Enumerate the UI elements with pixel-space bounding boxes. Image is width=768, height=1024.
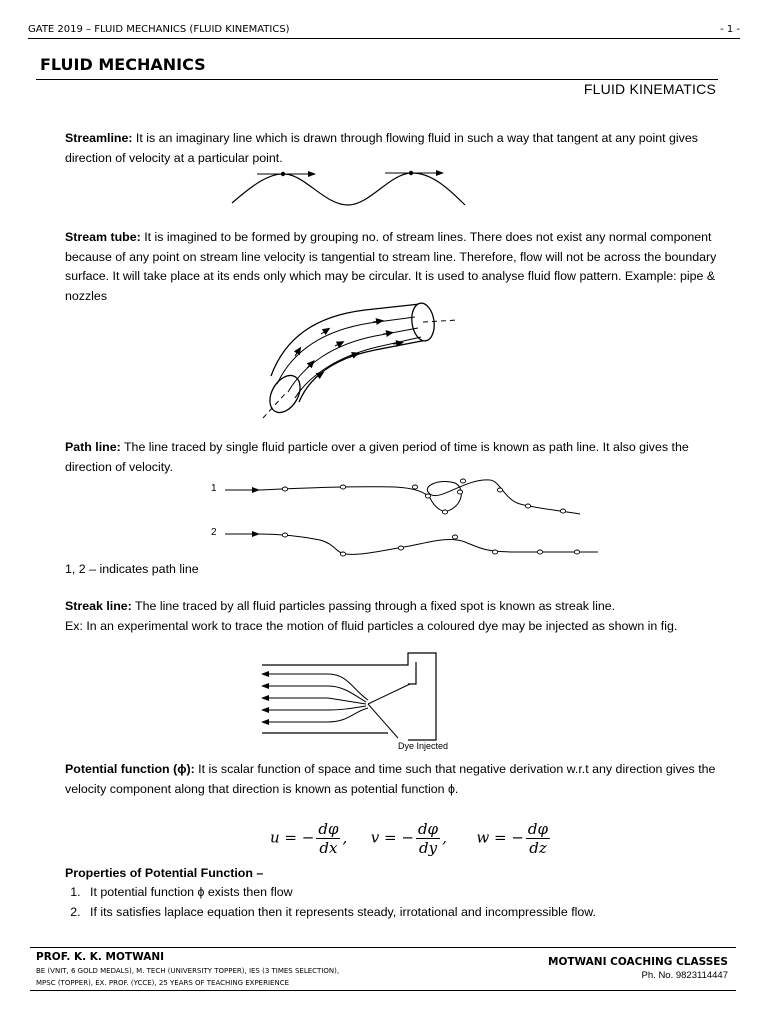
streak-line-text: The line traced by all fluid particles passing through a fixed spot is known as streak line. (131, 599, 616, 613)
footer-author-credentials (36, 965, 339, 989)
properties-heading (65, 864, 720, 884)
eq-w-den: dz (529, 839, 547, 857)
path-line-label-2: 2 (211, 527, 217, 538)
path-line-2 (259, 534, 598, 554)
stream-tube-term: Stream tube: (65, 230, 141, 244)
page-header (28, 24, 740, 39)
eq-v-lhs: v = − (370, 828, 414, 847)
properties-heading-text: Properties of Potential Function – (65, 866, 264, 880)
footer-credentials-line-1: BE (VNIT, 6 GOLD MEDALS), M. TECH (UNIVERSITY TOPPER), IES (3 TIMES SELECTION), (36, 967, 340, 975)
stream-tube-text: It is imagined to be formed by grouping no. of stream lines. There does not exist any normal component because of any point on stream line velocity is tangential to stream line. Therefore, flow will not be across the boundary surface. It will take place at its ends only which may be circular. It is used to analyse fluid flow pattern. Example: pipe & nozzles (65, 230, 717, 303)
path-line-caption: 1, 2 – indicates path line (65, 562, 199, 576)
stream-tube-figure (255, 298, 470, 423)
particle-marker (574, 550, 579, 554)
particle-marker (425, 494, 430, 498)
particle-marker (282, 487, 287, 491)
streak-line (268, 706, 366, 710)
tube-streamline-3 (295, 337, 421, 398)
particle-marker (452, 535, 457, 539)
particle-marker (398, 546, 403, 550)
footer-author-name: PROF. K. K. MOTWANI (36, 951, 165, 963)
properties-list-container (60, 883, 715, 922)
eq-sep: , (342, 828, 348, 847)
path-line-1 (259, 480, 580, 514)
eq-v-num: dφ (417, 820, 439, 838)
eq-u-lhs: u = − (270, 828, 315, 847)
eq-u-fraction (316, 820, 340, 857)
properties-list (60, 883, 715, 922)
particle-marker (340, 552, 345, 556)
eq-w-lhs: w = − (476, 828, 524, 847)
particle-marker (282, 533, 287, 537)
section-subtitle: FLUID KINEMATICS (583, 81, 716, 97)
streak-line-example: Ex: In an experimental work to trace the motion of fluid particles a coloured dye may be injected as shown in fig. (65, 618, 678, 633)
potential-function-term: Potential function (ϕ): (65, 762, 195, 776)
path-line-paragraph (65, 438, 720, 477)
streamline-figure (225, 165, 475, 215)
particle-marker (340, 485, 345, 489)
particle-marker (442, 510, 447, 514)
particle-marker (560, 509, 565, 513)
eq-v-fraction (416, 820, 440, 857)
potential-function-paragraph (65, 760, 720, 799)
tube-outline-top (271, 304, 420, 376)
streamline-wave (232, 173, 465, 205)
streak-line-term: Streak line: (65, 599, 132, 613)
dye-line (368, 684, 410, 704)
document-title: FLUID MECHANICS (40, 55, 206, 74)
dye-injected-label: Dye Injected (398, 741, 449, 751)
path-line-label-1: 1 (211, 483, 217, 494)
particle-marker (497, 488, 502, 492)
footer-bottom-divider (30, 990, 736, 991)
streak-line (268, 698, 366, 704)
eq-v-den: dy (418, 839, 438, 857)
eq-u-num: dφ (318, 820, 339, 838)
stream-tube-paragraph (65, 228, 720, 306)
title-divider (36, 79, 718, 80)
streamline-term: Streamline: (65, 131, 133, 145)
streamline-paragraph (65, 129, 720, 168)
potential-equation (270, 820, 570, 857)
streak-line-paragraph (65, 597, 720, 636)
particle-marker (492, 550, 497, 554)
potential-function-text: It is scalar function of space and time such that negative derivation w.r.t any direction gives the velocity component along that direction is known as potential function ϕ. (65, 762, 716, 796)
footer-divider (30, 947, 736, 948)
tube-arrow (321, 330, 327, 334)
channel-wall (262, 653, 436, 740)
tube-streamline-1 (277, 317, 415, 384)
footer-classes-name: MOTWANI COACHING CLASSES (548, 956, 728, 968)
streak-line-figure (258, 650, 463, 755)
page-number: - 1 - (720, 24, 740, 35)
tube-arrow (335, 343, 341, 346)
eq-u-den: dx (319, 839, 338, 857)
path-line-text: The line traced by single fluid particle over a given period of time is known as path line. It also gives the direction of velocity. (65, 440, 689, 474)
particle-marker (537, 550, 542, 554)
path-line-term: Path line: (65, 440, 121, 454)
streamline-text: It is an imaginary line which is drawn through flowing fluid in such a way that tangent at any point gives direction of velocity at a particular point. (65, 131, 698, 165)
tube-arrow (307, 363, 312, 368)
eq-w-fraction (526, 820, 550, 857)
list-item: 2. If its satisfies laplace equation then it represents steady, irrotational and incompressible flow. (84, 903, 715, 923)
streak-line (268, 674, 368, 700)
particle-marker (412, 485, 417, 489)
footer-credentials-line-2: MPSC (TOPPER), EX. PROF. (YCCE), 25 YEARS OF TEACHING EXPERIENCE (36, 979, 290, 987)
eq-sep: , (442, 828, 447, 847)
header-title: GATE 2019 – FLUID MECHANICS (FLUID KINEMATICS) (28, 24, 290, 35)
dye-injector (408, 662, 416, 684)
path-line-figure (205, 478, 605, 563)
list-item: 1. It potential function ϕ exists then flow (84, 883, 715, 903)
tube-outline-bottom (299, 340, 427, 402)
eq-w-num: dφ (527, 820, 549, 838)
footer-phone: Ph. No. 9823114447 (641, 970, 728, 981)
particle-marker (460, 479, 465, 483)
streak-line (268, 686, 366, 702)
particle-marker (457, 490, 462, 494)
particle-marker (525, 504, 530, 508)
